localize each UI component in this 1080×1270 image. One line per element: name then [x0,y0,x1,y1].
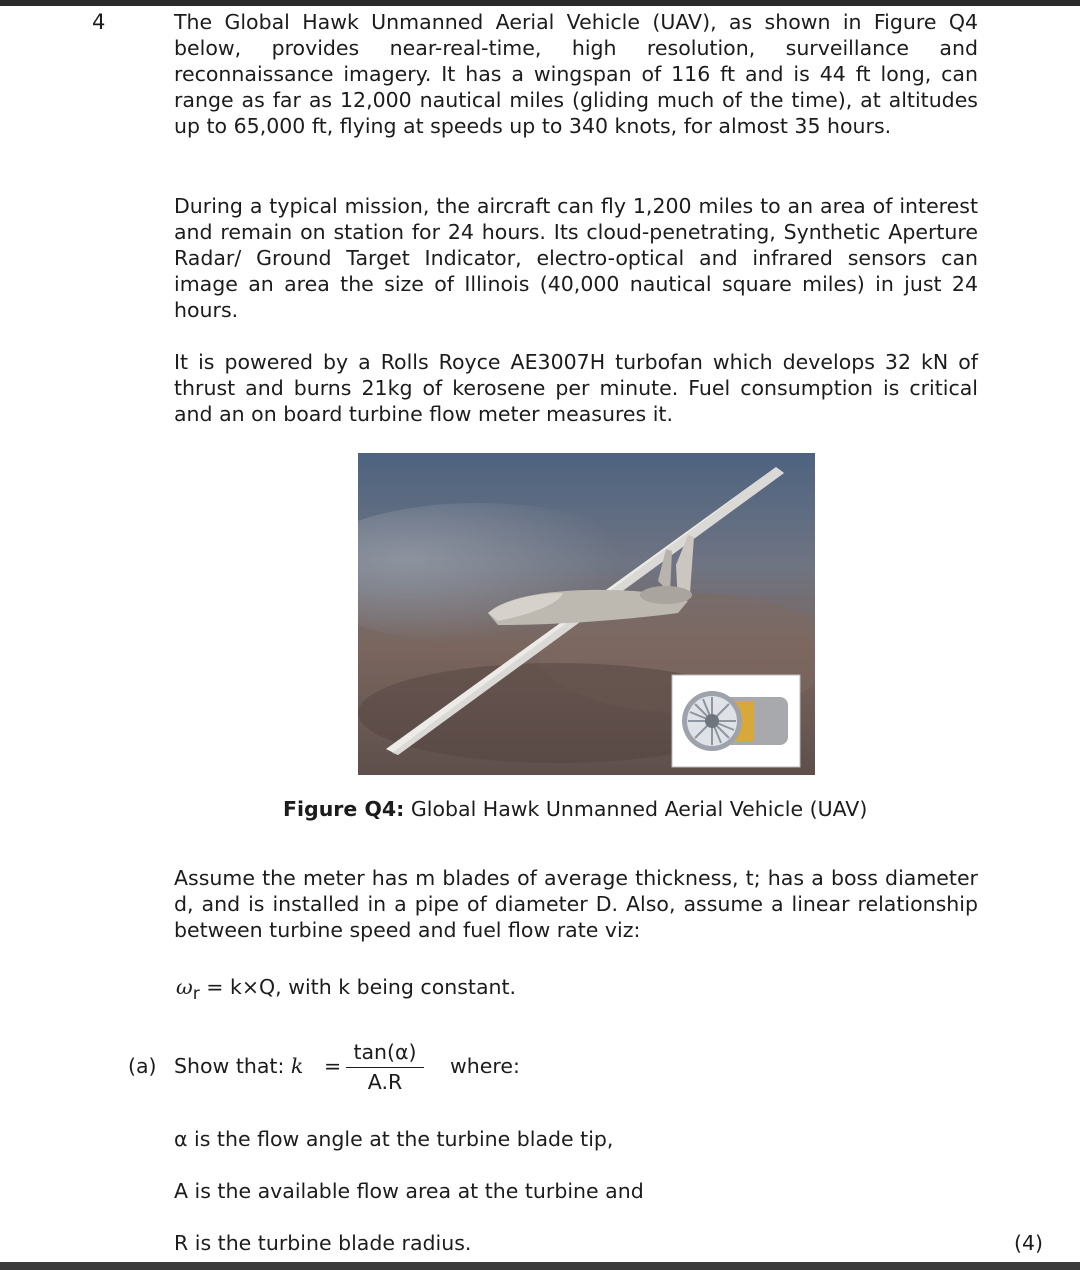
omega-symbol: ω [176,975,193,999]
k-fraction [346,1040,424,1094]
part-a-show-text [174,1054,303,1078]
engine-inset-image [672,675,800,767]
k-variable: k [290,1054,304,1078]
where-label: where: [450,1054,520,1078]
marks-allocation: (4) [1014,1231,1044,1255]
assumption-paragraph: Assume the meter has m blades of average thickness, t; has a boss diameter d, and is installed in a pipe of diameter D. Also, assume a linear relationship between turbine speed and fuel flow rate viz: [174,866,978,942]
top-border [0,0,1080,6]
figure-label: Figure Q4: [283,797,405,821]
figure-caption [283,797,867,821]
figure-caption-text: Global Hawk Unmanned Aerial Vehicle (UAV) [410,797,868,821]
bottom-border [0,1262,1080,1270]
formula-text: , with k being constant. [275,975,517,999]
fraction-denominator: A.R [367,1070,403,1094]
fraction-numerator: tan(α) [346,1040,424,1068]
show-that-text: Show that: [174,1054,285,1078]
linear-relation-formula [176,975,516,1004]
question-number: 4 [92,10,106,34]
omega-subscript: r [192,984,200,1005]
uav-figure [358,453,815,775]
formula-rhs: = k×Q [199,975,276,999]
definition-radius: R is the turbine blade radius. [174,1231,472,1255]
part-a-label: (a) [128,1054,157,1078]
mission-paragraph: During a typical mission, the aircraft can fly 1,200 miles to an area of interest and remain on station for 24 hours. Its cloud-penetrating, Synthetic Aperture Radar/ Ground Target Indicator, electro-optical and infrared sensors can image an area the size of Illinois (40,000 nautical square miles) in just 24 hours. [174,194,978,322]
uav-photo [358,453,815,775]
intro-paragraph: The Global Hawk Unmanned Aerial Vehicle (UAV), as shown in Figure Q4 below, provides near-real-time, high resolution, surveillance and reconnaissance imagery. It has a wingspan of 116 ft and is 44 ft long, can range as far as 12,000 nautical miles (gliding much of the time), at altitudes up to 65,000 ft, flying at speeds up to 340 knots, for almost 35 hours. [174,10,978,138]
definition-area: A is the available flow area at the turbine and [174,1179,644,1203]
equals-sign: = [324,1054,342,1078]
definition-alpha: α is the flow angle at the turbine blade tip, [174,1127,614,1151]
engine-paragraph: It is powered by a Rolls Royce AE3007H turbofan which develops 32 kN of thrust and burns 21kg of kerosene per minute. Fuel consumption is critical and an on board turbine flow meter measures it. [174,350,978,426]
